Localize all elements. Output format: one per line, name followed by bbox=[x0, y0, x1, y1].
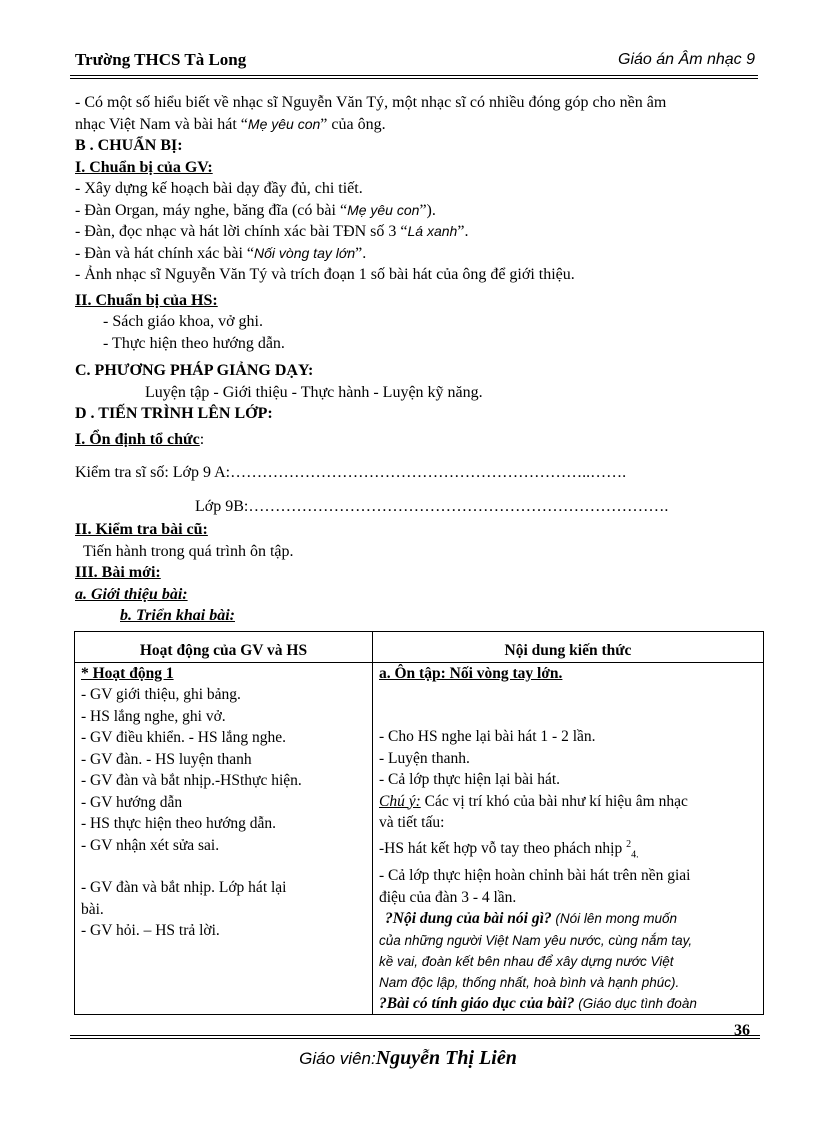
gv-prep-item: - Ảnh nhạc sĩ Nguyễn Văn Tý và trích đoạn 1 số bài hát của ông để giới thiệu. bbox=[75, 266, 575, 283]
activity-line: - GV đàn. - HS luyện thanh bbox=[81, 750, 252, 768]
activity-cell bbox=[75, 662, 373, 1015]
content-line: - Cả lớp thực hiện lại bài hát. bbox=[379, 771, 561, 788]
song-title: Mẹ yêu con bbox=[347, 201, 420, 218]
item-text: ”). bbox=[419, 201, 436, 219]
answer-line: Nam độc lập, thống nhất, hoà bình và hạnh phúc). bbox=[379, 974, 680, 990]
document-body bbox=[75, 92, 765, 627]
activity-line: - GV nhận xét sửa sai. bbox=[81, 836, 220, 854]
activity-title: * Hoạt động 1 bbox=[81, 664, 174, 682]
answer-line: của những người Việt Nam yêu nước, cùng nắm tay, bbox=[379, 932, 693, 948]
table-row bbox=[75, 662, 764, 1015]
content-line: - Cho HS nghe lại bài hát 1 - 2 lần. bbox=[379, 728, 596, 745]
hs-prep-title: II. Chuẩn bị của HS: bbox=[75, 291, 218, 309]
question: ?Nội dung của bài nói gì? bbox=[385, 910, 552, 928]
song-title: Lá xanh bbox=[407, 223, 458, 239]
page-footer bbox=[0, 1047, 816, 1070]
org-title bbox=[75, 429, 765, 451]
answer-text: (Nói lên mong muốn bbox=[551, 911, 677, 927]
content-line: điệu của đàn 3 - 4 lần. bbox=[379, 888, 517, 906]
section-d-title: D . TIẾN TRÌNH LÊN LỚP: bbox=[75, 405, 273, 422]
gv-prep-item bbox=[75, 200, 765, 222]
content-line: - Luyện thanh. bbox=[379, 749, 470, 767]
spacer bbox=[81, 856, 366, 877]
answer-text: (Giáo dục tình đoàn bbox=[574, 995, 697, 1011]
attendance-9a: Kiểm tra sĩ số: Lớp 9 A:…………………………………………………………..……. bbox=[75, 464, 627, 481]
item-text: - Đàn, đọc nhạc và hát lời chính xác bài TĐN số 3 “ bbox=[75, 223, 408, 240]
clap-text: -HS hát kết hợp vỗ tay theo phách nhịp bbox=[379, 839, 627, 857]
header-divider bbox=[70, 75, 758, 79]
activity-line: - GV đàn và bắt nhịp.-HSthực hiện. bbox=[81, 772, 302, 789]
gv-prep-item bbox=[75, 243, 765, 265]
page-number: 36 bbox=[734, 1022, 750, 1039]
item-text: - Đàn Organ, máy nghe, băng đĩa (có bài “ bbox=[75, 201, 348, 219]
section-c-text: Luyện tập - Giới thiệu - Thực hành - Luyện kỹ năng. bbox=[145, 383, 483, 401]
hs-prep-item: - Sách giáo khoa, vở ghi. bbox=[103, 313, 263, 330]
gv-prep-item: - Xây dựng kế hoạch bài dạy đầy đủ, chi tiết. bbox=[75, 180, 363, 197]
review-text: Tiến hành trong quá trình ôn tập. bbox=[83, 542, 294, 560]
activity-line: - GV đàn và bắt nhịp. Lớp hát lại bbox=[81, 879, 287, 896]
new-lesson-title: III. Bài mới: bbox=[75, 564, 161, 581]
item-text: - Đàn và hát chính xác bài “ bbox=[75, 244, 255, 262]
review-title: II. Kiểm tra bài cũ: bbox=[75, 521, 208, 538]
time-signature-top: 2 bbox=[626, 838, 632, 850]
gv-prep-item bbox=[75, 221, 765, 243]
activity-line: - GV giới thiệu, ghi bảng. bbox=[81, 686, 241, 703]
attendance-9b: Lớp 9B:……………………………………………………………………. bbox=[195, 497, 669, 515]
time-signature-bottom: 4. bbox=[631, 848, 639, 860]
table-header: Hoạt động của GV và HS bbox=[75, 632, 373, 663]
activity-line: - GV điều khiển. - HS lắng nghe. bbox=[81, 729, 287, 746]
activity-line: - GV hỏi. – HS trả lời. bbox=[81, 922, 220, 939]
note-line bbox=[379, 791, 757, 813]
lesson-deploy-title: b. Triển khai bài: bbox=[120, 607, 235, 624]
note-text: Các vị trí khó của bài như kí hiệu âm nhạc bbox=[420, 792, 688, 810]
activity-line: - HS thực hiện theo hướng dẫn. bbox=[81, 815, 277, 832]
item-text: ”. bbox=[355, 244, 367, 262]
gv-prep-title: I. Chuẩn bị của GV: bbox=[75, 158, 213, 176]
intro-text: nhạc Việt Nam và bài hát “ bbox=[75, 115, 248, 133]
school-name: Trường THCS Tà Long bbox=[75, 50, 247, 69]
question: ?Bài có tính giáo dục của bài? bbox=[379, 994, 575, 1012]
table-header-row bbox=[75, 632, 764, 663]
answer-line: kề vai, đoàn kết bên nhau để xây dựng nước Việt bbox=[379, 953, 674, 969]
song-title: Nối vòng tay lớn bbox=[254, 244, 356, 261]
content-cell bbox=[373, 662, 764, 1015]
page-header bbox=[75, 50, 755, 72]
intro-line bbox=[75, 114, 765, 136]
org-title-text: I. Ổn định tổ chức bbox=[75, 430, 200, 448]
clap-line bbox=[379, 834, 757, 866]
subject-title: Giáo án Âm nhạc 9 bbox=[618, 51, 755, 68]
note-line: và tiết tấu: bbox=[379, 814, 445, 831]
content-title: a. Ôn tập: Nối vòng tay lớn. bbox=[379, 664, 563, 682]
activity-line: bài. bbox=[81, 900, 104, 918]
note-label: Chú ý: bbox=[379, 792, 421, 810]
activity-line: - HS lắng nghe, ghi vở. bbox=[81, 707, 226, 725]
content-line: - Cả lớp thực hiện hoàn chỉnh bài hát trên nền giai bbox=[379, 867, 691, 885]
teacher-label: Giáo viên: bbox=[299, 1049, 376, 1068]
intro-text: ” của ông. bbox=[320, 115, 386, 133]
spacer bbox=[379, 705, 757, 726]
lesson-table bbox=[74, 631, 764, 1015]
teacher-name: Nguyễn Thị Liên bbox=[375, 1047, 517, 1069]
intro-lesson-title: a. Giới thiệu bài: bbox=[75, 585, 188, 603]
hs-prep-item: - Thực hiện theo hướng dẫn. bbox=[103, 334, 285, 352]
footer-divider bbox=[70, 1035, 760, 1039]
intro-line: - Có một số hiểu biết về nhạc sĩ Nguyễn Văn Tý, một nhạc sĩ có nhiều đóng góp cho nền âm bbox=[75, 94, 667, 111]
spacer bbox=[379, 684, 757, 705]
question-line bbox=[379, 908, 757, 930]
activity-line: - GV hướng dẫn bbox=[81, 793, 183, 811]
song-title: Mẹ yêu con bbox=[247, 115, 321, 132]
section-c-title: C. PHƯƠNG PHÁP GIẢNG DẠY: bbox=[75, 362, 314, 379]
question-line bbox=[379, 993, 757, 1015]
item-text: ”. bbox=[457, 223, 469, 240]
table-header: Nội dung kiến thức bbox=[373, 632, 764, 663]
section-b-title: B . CHUẨN BỊ: bbox=[75, 137, 183, 154]
org-title-colon: : bbox=[199, 430, 205, 448]
